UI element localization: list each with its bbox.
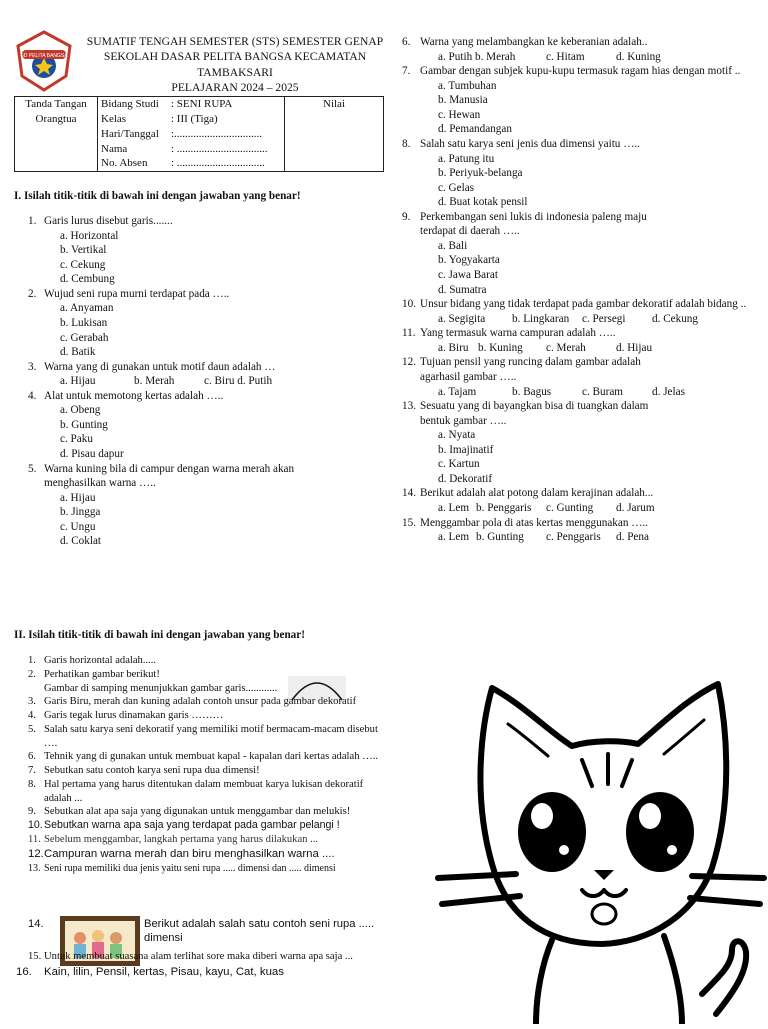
options[interactable]: a. Lem b. Penggaris c. Gunting d. Jarum (438, 502, 655, 514)
section-1-title: I. Isilah titik-titik di bawah ini dengan jawaban yang benar! (14, 190, 301, 202)
section-1-right-column (402, 35, 764, 545)
essay-question-15: 15. Untuk membuat suasana alam terlihat sore maka diberi warna apa saja ... (28, 950, 353, 962)
info-row-absen[interactable]: No. Absen : ................................ (101, 157, 265, 170)
options[interactable]: a. Obeng b. Gunting c. Paku d. Pisau dapur (60, 404, 124, 460)
essay-question-13: 13. Seni rupa memiliki dua jenis yaitu seni rupa ..... dimensi dan ..... dimensi (28, 862, 336, 874)
info-row-date[interactable]: Hari/Tanggal :................................ (101, 127, 263, 140)
options[interactable]: a. Bali b. Yogyakarta c. Jawa Barat d. Sumatra (438, 239, 500, 296)
question-3: 3. Warna yang di gunakan untuk motif daun adalah … a. Hijau b. Merah c. Biru d. Putih (28, 360, 368, 389)
question-10: 10. Unsur bidang yang tidak terdapat pada gambar dekoratif adalah bidang .. a. Segigita b. Lingkaran c. Persegi d. Cekung (402, 297, 764, 326)
question-5: 5. Warna kuning bila di campur dengan warna merah akan menghasilkan warna ….. a. Hijau b. Jingga c. Ungu d. Coklat (28, 462, 368, 549)
student-details-cell (98, 97, 285, 172)
score-label: Nilai (323, 98, 345, 110)
exam-header (80, 34, 390, 96)
options[interactable]: a. Biru b. Kuning c. Merah d. Hijau (438, 341, 653, 354)
question-1: 1. Garis lurus disebut garis....... a. Horizontal b. Vertikal c. Cekung d. Cembung (28, 214, 368, 287)
options[interactable]: a. Anyaman b. Lukisan c. Gerabah d. Batik (60, 302, 114, 359)
question-13: 13. Sesuatu yang di bayangkan bisa di tuangkan dalam bentuk gambar ….. a. Nyata b. Imajinatif c. Kartun d. Dekoratif (402, 399, 764, 486)
header-line-1: SUMATIF TENGAH SEMESTER (STS) SEMESTER GENAP (86, 35, 384, 48)
essay-question-2-sub: Gambar di samping menunjukkan gambar garis............ (44, 682, 278, 694)
essay-question-5: 5. Salah satu karya seni dekoratif yang memiliki motif bermacam-macam disebut …. (28, 723, 378, 749)
cat-illustration (432, 664, 768, 1024)
options[interactable]: a. Lem b. Gunting c. Penggaris d. Pena (438, 531, 649, 544)
info-row-subject: Bidang Studi : SENI RUPA (101, 98, 233, 110)
question-11: 11. Yang termasuk warna campuran adalah ….. a. Biru b. Kuning c. Merah d. Hijau (402, 326, 764, 355)
question-12: 12. Tujuan pensil yang runcing dalam gambar adalah agarhasil gambar ….. a. Tajam b. Bagus c. Buram d. Jelas (402, 355, 764, 399)
options[interactable]: a. Horizontal b. Vertikal c. Cekung d. Cembung (60, 229, 119, 286)
question-7: 7. Gambar dengan subjek kupu-kupu termasuk ragam hias dengan motif .. a. Tumbuhan b. Manusia c. Hewan d. Pemandangan (402, 64, 764, 137)
options[interactable]: a. Nyata b. Imajinatif c. Kartun d. Dekoratif (438, 429, 494, 485)
options[interactable]: a. Tumbuhan b. Manusia c. Hewan d. Pemandangan (438, 79, 512, 136)
essay-question-8: 8. Hal pertama yang harus ditentukan dalam membuat karya lukisan dekoratif adalah ... (28, 778, 364, 804)
section-2-title: II. Isilah titik-titik di bawah ini dengan jawaban yang benar! (14, 629, 305, 641)
question-6: 6. Warna yang melambangkan ke keberanian adalah.. a. Putih b. Merah c. Hitam d. Kuning (402, 35, 764, 64)
header-line-3: TAMBAKSARI (197, 65, 273, 79)
essay-question-11: 11. Sebelum menggambar, langkah pertama yang harus dilakukan ... (28, 833, 319, 845)
options[interactable]: a. Segigita b. Lingkaran c. Persegi d. Cekung (438, 312, 698, 325)
essay-question-2: 2. Perhatikan gambar berikut! Gambar di samping menunjukkan gambar garis............ (28, 668, 388, 696)
question-15: 15. Menggambar pola di atas kertas menggunakan ….. a. Lem b. Gunting c. Penggaris d. Pena (402, 516, 764, 545)
essay-question-12: 12. Campuran warna merah dan biru menghasilkan warna .... (28, 847, 335, 860)
essay-question-3: 3. Garis Biru, merah dan kuning adalah contoh unsur pada gambar dekoratif (28, 696, 357, 708)
options[interactable]: a. Hijau b. Merah c. Biru d. Putih (60, 375, 273, 388)
question-9: 9. Perkembangan seni lukis di indonesia paleng maju terdapat di daerah ….. a. Bali b. Yogyakarta c. Jawa Barat d. Sumatra (402, 210, 764, 297)
options[interactable]: a. Putih b. Merah c. Hitam d. Kuning (438, 50, 661, 63)
question-8: 8. Salah satu karya seni jenis dua dimensi yaitu ….. a. Patung itu b. Periyuk-belanga c. Gelas d. Buat kotak pensil (402, 137, 764, 210)
svg-text:SD PELITA BANGSA: SD PELITA BANGSA (20, 53, 68, 59)
school-logo (14, 30, 74, 92)
essay-question-9: 9. Sebutkan alat apa saja yang digunakan untuk menggambar dan melukis! (28, 806, 351, 818)
essay-question-1: 1. Garis horizontal adalah..... (28, 655, 157, 666)
info-row-class: Kelas : III (Tiga) (101, 112, 218, 125)
essay-question-4: 4. Garis tegak lurus dinamakan garis ……… (28, 710, 224, 722)
question-14: 14. Berikut adalah alat potong dalam kerajinan adalah... a. Lem b. Penggaris c. Gunting d. Jarum (402, 486, 764, 515)
header-line-2: SEKOLAH DASAR PELITA BANGSA KECAMATAN (103, 50, 367, 64)
parent-signature-label: Tanda Tangan Orangtua (25, 98, 87, 125)
options[interactable]: a. Hijau b. Jingga c. Ungu d. Coklat (60, 491, 102, 548)
essay-question-6: 6. Tehnik yang di gunakan untuk membuat kapal - kapalan dari kertas adalah ….. (28, 751, 379, 763)
essay-question-16: 16. Kain, lilin, Pensil, kertas, Pisau, kayu, Cat, kuas (16, 966, 284, 979)
essay-question-10: 10. Sebutkan warna apa saja yang terdapat pada gambar pelangi ! (28, 819, 340, 832)
score-cell[interactable] (285, 97, 384, 172)
question-2: 2. Wujud seni rupa murni terdapat pada ….. a. Anyaman b. Lukisan c. Gerabah d. Batik (28, 287, 368, 360)
section-2-questions (16, 654, 388, 980)
parent-signature-cell[interactable] (15, 97, 98, 172)
question-4: 4. Alat untuk memotong kertas adalah ….. a. Obeng b. Gunting c. Paku d. Pisau dapur (28, 389, 368, 462)
options[interactable]: a. Tajam b. Bagus c. Buram d. Jelas (438, 385, 685, 398)
options[interactable]: a. Patung itu b. Periyuk-belanga c. Gelas d. Buat kotak pensil (438, 152, 528, 209)
essay-question-7: 7. Sebutkan satu contoh karya seni rupa dua dimensi! (28, 765, 260, 777)
section-1-left-column (28, 214, 368, 549)
header-line-4: PELAJARAN 2024 – 2025 (171, 81, 299, 95)
info-row-name[interactable]: Nama : ................................. (101, 142, 268, 155)
student-info-table (14, 96, 384, 172)
essay-question-14: 14. Berikut adalah salah satu contoh seni rupa ..... dimensi (28, 917, 375, 945)
